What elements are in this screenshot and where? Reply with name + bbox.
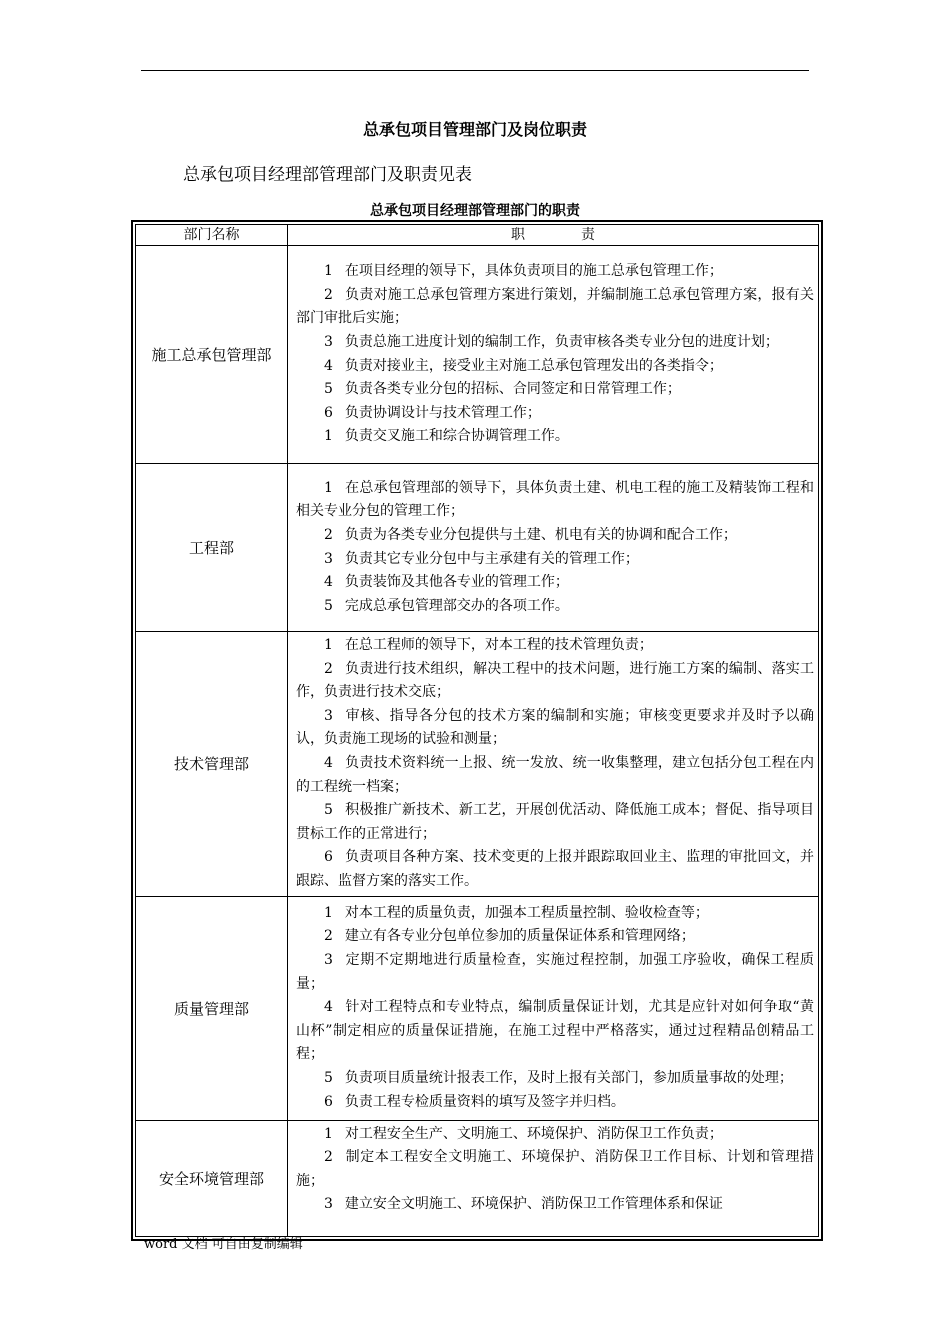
duty-item (296, 705, 814, 752)
duties-cell (288, 464, 819, 632)
duty-text: 负责交叉施工和综合协调管理工作。 (344, 428, 569, 445)
duty-number: 3 (324, 707, 333, 724)
duty-item (296, 425, 814, 449)
duty-text: 负责技术资料统一上报、统一发放、统一收集整理，建立包括分包工程在内的工程统一档案； (296, 754, 814, 795)
duty-item (296, 595, 814, 619)
duty-number: 1 (324, 1125, 333, 1142)
duty-number: 5 (324, 381, 333, 398)
duty-text: 负责进行技术组织，解决工程中的技术问题，进行施工方案的编制、落实工作，负责进行技术交底； (296, 660, 814, 701)
duties-cell (288, 632, 819, 897)
table-caption: 总承包项目经理部管理部门的职责 (370, 203, 580, 219)
duty-text: 负责对接业主，接受业主对施工总承包管理发出的各类指令； (344, 357, 723, 374)
duty-text: 积极推广新技术、新工艺，开展创优活动、降低施工成本；督促、指导项目贯标工作的正常进行； (296, 802, 814, 842)
table-row (136, 1120, 819, 1236)
dept-name-cell: 技术管理部 (136, 632, 288, 897)
duty-text: 完成总承包管理部交办的各项工作。 (344, 597, 569, 614)
duty-text: 负责各类专业分包的招标、合同签定和日常管理工作； (344, 381, 681, 398)
dept-name-cell: 施工总承包管理部 (136, 246, 288, 464)
table-row (136, 246, 819, 464)
duty-text: 建立安全文明施工、环境保护、消防保卫工作管理体系和保证 (344, 1196, 723, 1213)
duty-number: 2 (324, 1149, 333, 1166)
duty-item (296, 1067, 814, 1091)
duty-text: 在项目经理的领导下，具体负责项目的施工总承包管理工作； (344, 263, 723, 280)
duty-text: 对工程安全生产、文明施工、环境保护、消防保卫工作负责； (344, 1125, 723, 1142)
table-body (136, 246, 819, 1237)
duty-item (296, 571, 814, 595)
duty-text: 建立有各专业分包单位参加的质量保证体系和管理网络； (344, 928, 695, 945)
duty-text: 针对工程特点和专业特点，编制质量保证计划，尤其是应针对如何争取“黄山杯”制定相应的质量保证措施，在施工过程中严格落实，通过过程精品创精品工程； (296, 999, 814, 1063)
duty-item (296, 902, 814, 926)
duty-text: 审核、指导各分包的技术方案的编制和实施；审核变更要求并及时予以确认，负责施工现场的试验和测量； (296, 707, 814, 748)
duty-item (296, 996, 814, 1067)
table-row (136, 632, 819, 897)
intro-text: 总承包项目经理部管理部门及职责见表 (183, 165, 472, 185)
duty-number: 1 (324, 479, 333, 496)
duty-item (296, 260, 814, 284)
duty-text: 负责项目质量统计报表工作，及时上报有关部门，参加质量事故的处理； (344, 1070, 793, 1087)
duty-item (296, 752, 814, 799)
duty-text: 负责协调设计与技术管理工作； (344, 404, 541, 421)
duty-item (296, 548, 814, 572)
duty-text: 负责工程专检质量资料的填写及签字并归档。 (344, 1093, 625, 1110)
responsibility-table-frame (131, 220, 823, 1241)
duty-text: 制定本工程安全文明施工、环境保护、消防保卫工作目标、计划和管理措施； (296, 1149, 814, 1189)
duty-number: 6 (324, 404, 333, 421)
footer-note: word 文档 可自由复制编辑 (144, 1237, 303, 1252)
duties-cell (288, 896, 819, 1120)
duty-number: 5 (324, 802, 333, 819)
duty-text: 负责总施工进度计划的编制工作，负责审核各类专业分包的进度计划； (344, 333, 779, 350)
duty-number: 1 (324, 263, 333, 280)
duty-item (296, 1091, 814, 1115)
duties-cell (288, 1120, 819, 1236)
duty-item (296, 799, 814, 846)
table-row (136, 896, 819, 1120)
duty-text: 负责为各类专业分包提供与土建、机电有关的协调和配合工作； (344, 526, 737, 543)
duty-item (296, 1146, 814, 1193)
duty-number: 3 (324, 1196, 333, 1213)
duty-number: 5 (324, 1070, 333, 1087)
duty-number: 1 (324, 428, 333, 445)
duty-item (296, 658, 814, 705)
duty-item (296, 846, 814, 893)
duty-number: 2 (324, 286, 333, 303)
duty-text: 对本工程的质量负责，加强本工程质量控制、验收检查等； (344, 904, 709, 921)
duty-item (296, 402, 814, 426)
duty-item (296, 331, 814, 355)
duty-item (296, 1193, 814, 1217)
duty-number: 4 (324, 754, 333, 771)
header-duties: 职 责 (288, 225, 819, 246)
duty-text: 负责项目各种方案、技术变更的上报并跟踪取回业主、监理的审批回文，并跟踪、监督方案的落实工作。 (296, 849, 814, 889)
duty-text: 负责对施工总承包管理方案进行策划，并编制施工总承包管理方案，报有关部门审批后实施； (296, 286, 814, 327)
duties-cell (288, 246, 819, 464)
duty-number: 4 (324, 574, 333, 591)
duty-text: 负责其它专业分包中与主承建有关的管理工作； (344, 550, 639, 567)
dept-name-cell: 质量管理部 (136, 896, 288, 1120)
duty-number: 4 (324, 357, 333, 374)
duty-item (296, 378, 814, 402)
duty-item (296, 355, 814, 379)
duty-number: 2 (324, 660, 333, 677)
document-title: 总承包项目管理部门及岗位职责 (362, 120, 587, 139)
header-dept: 部门名称 (136, 225, 288, 246)
duty-item (296, 524, 814, 548)
duty-number: 4 (324, 999, 333, 1016)
duty-number: 2 (324, 928, 333, 945)
dept-name-cell: 安全环境管理部 (136, 1120, 288, 1236)
duty-number: 6 (324, 1093, 333, 1110)
duty-number: 5 (324, 597, 333, 614)
duty-text: 在总工程师的领导下，对本工程的技术管理负责； (344, 637, 653, 653)
duty-item (296, 477, 814, 524)
duty-number: 1 (324, 904, 333, 921)
duty-text: 定期不定期地进行质量检查，实施过程控制，加强工序验收，确保工程质量； (296, 952, 814, 992)
duty-item (296, 949, 814, 996)
duty-number: 1 (324, 637, 333, 653)
responsibility-table (135, 224, 819, 1237)
duty-text: 负责装饰及其他各专业的管理工作； (344, 574, 569, 591)
duty-item (296, 925, 814, 949)
top-rule (141, 70, 809, 71)
table-header-row (136, 225, 819, 246)
dept-name-cell: 工程部 (136, 464, 288, 632)
duty-number: 3 (324, 550, 333, 567)
duty-item (296, 1123, 814, 1147)
table-row (136, 464, 819, 632)
duty-item (296, 634, 814, 658)
duty-number: 3 (324, 952, 333, 969)
duty-text: 在总承包管理部的领导下，具体负责土建、机电工程的施工及精装饰工程和相关专业分包的管理工作； (296, 479, 814, 520)
duty-number: 2 (324, 526, 333, 543)
duty-item (296, 284, 814, 331)
duty-number: 6 (324, 849, 333, 866)
duty-number: 3 (324, 333, 333, 350)
